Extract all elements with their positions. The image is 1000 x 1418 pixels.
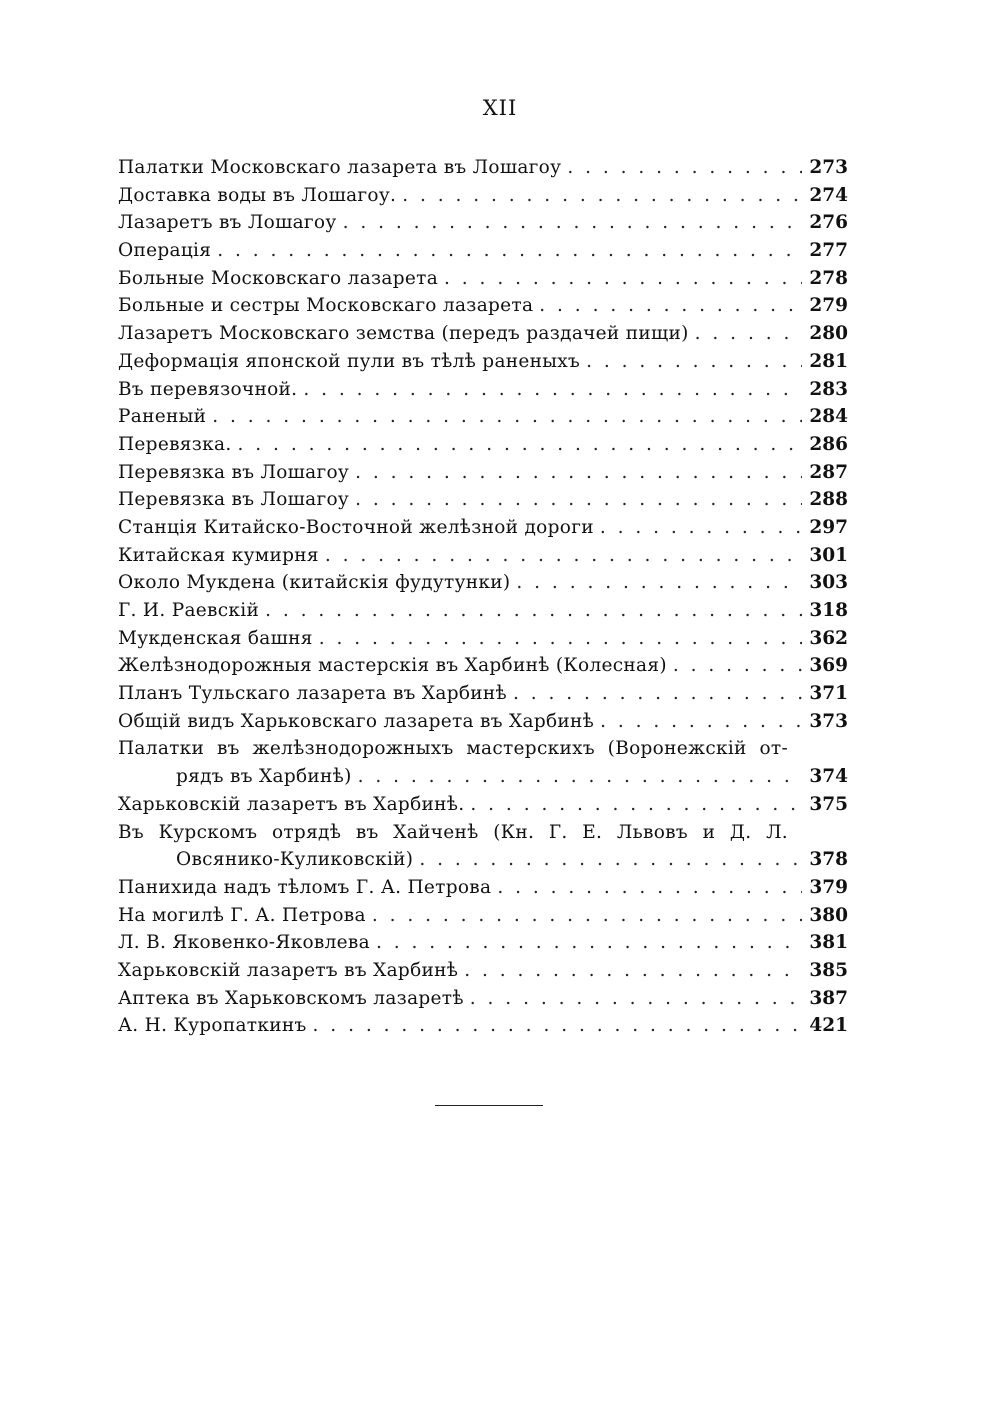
toc-entry [118,708,848,736]
toc-entry-page: 284 [809,406,848,428]
toc-entry-multiline [118,819,848,874]
toc-entry-title: Доставка воды въ Лошагоу. [118,184,397,206]
toc-entry-page: 273 [809,157,848,178]
toc-entry-title-line1: Палатки въ желѣзнодорожныхъ мастерскихъ (Воронежскій от- [118,738,788,760]
toc-entry [118,597,848,625]
toc-entry [118,320,848,348]
toc-entry-title: Около Мукдена (китайскія фудутунки) [118,572,511,594]
toc-entry [118,1012,848,1040]
toc-entry-title: Л. В. Яковенко-Яковлева [118,932,370,954]
toc-entry [118,292,848,320]
toc-entry-page: 276 [809,212,848,234]
toc-entry-page: 378 [809,849,848,871]
toc-entry-title: Палатки Московскаго лазарета въ Лошагоу [118,157,562,178]
toc-entry-title: Китайская кумирня [118,544,319,566]
toc-entry-title: Больные Московскаго лазарета [118,267,439,289]
toc-entry-page: 274 [809,184,848,206]
toc-entry [118,902,848,930]
toc-entry [118,542,848,570]
toc-entry [118,514,848,542]
toc-entry-title: Желѣзнодорожныя мастерскія въ Харбинѣ (Колесная) [118,655,667,677]
toc-entry-page: 379 [809,876,848,898]
toc-entry-title: Станція Китайско-Восточной желѣзной дороги [118,516,594,538]
toc-entry-title-line2: Овсянико-Куликовскій) [176,849,414,871]
toc-entry-page: 281 [809,350,848,372]
toc-entry-page: 387 [809,987,848,1009]
toc-entry-title-line2: рядъ въ Харбинѣ) [176,766,352,788]
toc-entry-page: 369 [809,655,848,677]
toc-entry [118,209,848,237]
toc-entry-page: 303 [809,572,848,594]
toc-entry [118,431,848,459]
toc-entry-page: 277 [809,240,848,262]
toc-entry [118,237,848,265]
toc-entry-page: 280 [809,323,848,345]
toc-entry-title: Мукденская башня [118,627,313,649]
toc-entry-title: Планъ Тульскаго лазарета въ Харбинѣ [118,683,508,705]
toc-entry-title: А. Н. Куропаткинъ [118,1015,307,1037]
toc-entry-title: Лазаретъ въ Лошагоу [118,212,337,234]
toc-entry-title: Общій видъ Харьковскаго лазарета въ Харбинѣ [118,710,595,732]
toc-entry-title: Перевязка въ Лошагоу [118,461,350,483]
toc-entry-page: 287 [809,461,848,483]
page-number: XII [482,96,518,120]
toc-entry-title: Г. И. Раевскій [118,600,260,621]
toc-entry-title: Харьковскій лазаретъ въ Харбинѣ. [118,793,465,815]
toc-entry-page: 375 [809,793,848,815]
toc-entry [118,459,848,487]
toc-entry [118,791,848,819]
toc-entry-page: 301 [809,544,848,566]
toc-entry-multiline [118,735,848,790]
toc-entry-page: 297 [809,516,848,538]
toc-entry [118,182,848,210]
toc-entry-title: Деформація японской пули въ тѣлѣ раненыхъ [118,350,581,372]
toc-entry-page: 318 [809,600,848,621]
toc-entry-page: 371 [809,683,848,705]
toc-entry-page: 279 [809,295,848,317]
toc-entry-title: Лазаретъ Московскаго земства (передъ раздачей пищи) [118,323,689,345]
toc-entry-title: Больные и сестры Московскаго лазарета [118,295,534,317]
section-divider [435,1105,543,1106]
toc-entry-page: 286 [809,433,848,455]
toc-entry-title: Въ перевязочной. [118,378,298,400]
toc-entry-page: 278 [809,267,848,289]
toc-entry [118,403,848,431]
toc-entry-title: Аптека въ Харьковскомъ лазаретѣ [118,987,464,1009]
toc-entry [118,957,848,985]
toc-entry-title: Операція [118,240,212,262]
toc-entry [118,929,848,957]
toc-entry [118,625,848,653]
toc-entry-page: 380 [809,904,848,926]
toc-entry [118,569,848,597]
toc-entry-page: 374 [809,766,848,788]
toc-entry-title: Раненый [118,406,207,428]
toc-entry-page: 362 [809,627,848,649]
toc-entry [118,652,848,680]
toc-entry-page: 288 [809,489,848,511]
toc-entry-title: Панихида надъ тѣломъ Г. А. Петрова [118,876,492,898]
toc-entry-title: Харьковскій лазаретъ въ Харбинѣ [118,959,459,981]
toc-entry [118,265,848,293]
toc-entry [118,680,848,708]
toc-entry-page: 381 [809,932,848,954]
toc-entry [118,486,848,514]
toc-entry [118,985,848,1013]
toc-entry [118,874,848,902]
toc-entry-page: 373 [809,710,848,732]
toc-entry-title: Перевязка. [118,433,232,455]
toc-entry-title: На могилѣ Г. А. Петрова [118,904,366,926]
toc-entry-page: 385 [809,959,848,981]
toc-entry-page: 283 [809,378,848,400]
toc-entry-title: Перевязка въ Лошагоу [118,489,350,511]
toc-entry [118,154,848,182]
toc-entry [118,376,848,404]
toc-entry-page: 421 [809,1015,848,1037]
toc-entry-title-line1: Въ Курскомъ отрядѣ въ Хайченѣ (Кн. Г. Е. Львовъ и Д. Л. [118,821,788,843]
toc-entry [118,348,848,376]
table-of-contents [118,154,848,1040]
